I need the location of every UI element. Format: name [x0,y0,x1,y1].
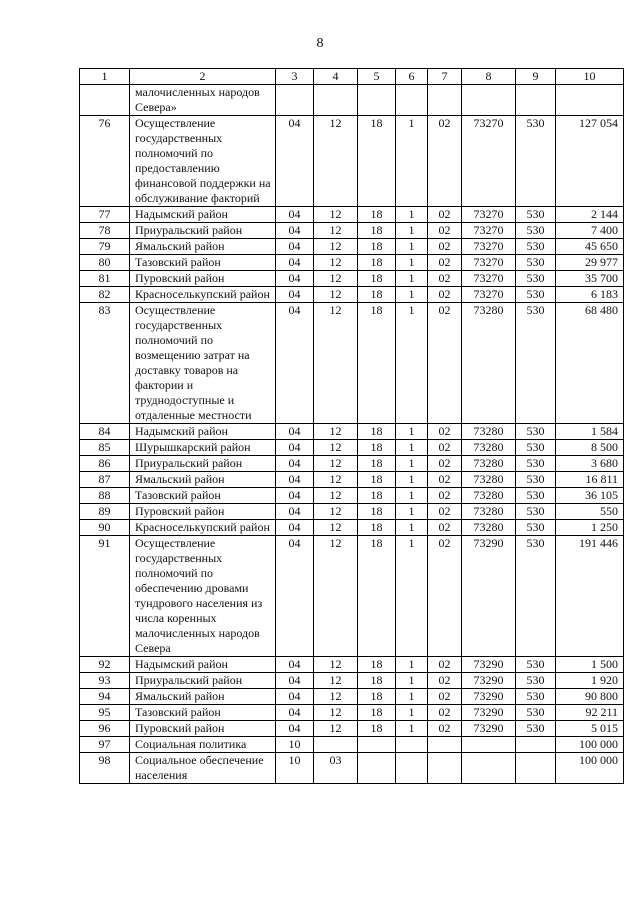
cell-amount: 35 700 [556,271,624,287]
cell-c7: 02 [428,255,462,271]
cell-c9: 530 [516,705,556,721]
cell-c6: 1 [396,255,428,271]
cell-c8: 73280 [462,456,516,472]
row-name: Шурышкарский район [130,440,276,456]
table-row [80,223,624,239]
row-name: Социальная политика [130,737,276,753]
cell-c8: 73270 [462,255,516,271]
cell-amount: 92 211 [556,705,624,721]
cell-c5: 18 [358,657,396,673]
column-header: 6 [396,69,428,85]
column-header: 7 [428,69,462,85]
cell-amount [556,85,624,116]
cell-c7 [428,753,462,784]
cell-c7: 02 [428,721,462,737]
cell-amount: 45 650 [556,239,624,255]
column-header: 9 [516,69,556,85]
cell-c4: 12 [314,239,358,255]
cell-c3: 04 [276,536,314,657]
cell-c9: 530 [516,255,556,271]
cell-c4: 12 [314,456,358,472]
table-row [80,689,624,705]
row-name: Красноселькупский район [130,287,276,303]
cell-c7: 02 [428,424,462,440]
column-header: 5 [358,69,396,85]
row-number: 89 [80,504,130,520]
cell-c5 [358,737,396,753]
cell-c3: 10 [276,737,314,753]
cell-c9 [516,737,556,753]
cell-c5: 18 [358,705,396,721]
cell-c9 [516,85,556,116]
cell-c7: 02 [428,116,462,207]
cell-c7: 02 [428,536,462,657]
cell-c8 [462,737,516,753]
row-number: 84 [80,424,130,440]
cell-c9: 530 [516,657,556,673]
cell-c7 [428,737,462,753]
column-header: 2 [130,69,276,85]
cell-c8: 73270 [462,239,516,255]
row-name: Надымский район [130,657,276,673]
cell-c3: 04 [276,520,314,536]
cell-c6: 1 [396,721,428,737]
cell-c4: 12 [314,536,358,657]
cell-c6: 1 [396,705,428,721]
cell-c6: 1 [396,303,428,424]
cell-amount: 3 680 [556,456,624,472]
cell-c4: 12 [314,303,358,424]
cell-c9: 530 [516,520,556,536]
table-row [80,721,624,737]
table-row [80,116,624,207]
cell-c6: 1 [396,472,428,488]
row-number: 90 [80,520,130,536]
cell-c8: 73290 [462,689,516,705]
row-name: Надымский район [130,207,276,223]
table-row [80,504,624,520]
row-number: 91 [80,536,130,657]
cell-c5: 18 [358,207,396,223]
cell-amount: 1 250 [556,520,624,536]
table-row [80,705,624,721]
table-row [80,472,624,488]
table-row [80,239,624,255]
cell-c6: 1 [396,116,428,207]
cell-c8: 73270 [462,116,516,207]
row-number: 95 [80,705,130,721]
cell-amount: 550 [556,504,624,520]
cell-c5: 18 [358,689,396,705]
row-number: 94 [80,689,130,705]
cell-c9: 530 [516,472,556,488]
table-row [80,85,624,116]
cell-c7: 02 [428,673,462,689]
cell-c5: 18 [358,456,396,472]
row-number: 86 [80,456,130,472]
cell-c6: 1 [396,488,428,504]
cell-amount: 29 977 [556,255,624,271]
cell-c3: 04 [276,705,314,721]
cell-c4: 12 [314,504,358,520]
row-name: Ямальский район [130,239,276,255]
cell-c3: 04 [276,207,314,223]
cell-c9: 530 [516,303,556,424]
table-row [80,488,624,504]
cell-c3: 04 [276,504,314,520]
cell-c6: 1 [396,271,428,287]
row-number: 77 [80,207,130,223]
cell-c6: 1 [396,287,428,303]
cell-c7: 02 [428,657,462,673]
cell-c4: 12 [314,673,358,689]
cell-c3 [276,85,314,116]
cell-c5: 18 [358,223,396,239]
table-row [80,737,624,753]
cell-c6 [396,737,428,753]
cell-c7: 02 [428,520,462,536]
column-header: 4 [314,69,358,85]
row-name: Ямальский район [130,689,276,705]
cell-c5: 18 [358,472,396,488]
table-row [80,255,624,271]
row-number: 98 [80,753,130,784]
cell-amount: 1 500 [556,657,624,673]
budget-table [79,68,624,784]
cell-c8 [462,85,516,116]
cell-c5: 18 [358,673,396,689]
cell-c7: 02 [428,456,462,472]
row-name: Пуровский район [130,721,276,737]
row-number: 93 [80,673,130,689]
cell-c5: 18 [358,721,396,737]
cell-c3: 04 [276,303,314,424]
row-name: Приуральский район [130,456,276,472]
cell-amount: 5 015 [556,721,624,737]
cell-c9: 530 [516,504,556,520]
cell-c9: 530 [516,440,556,456]
cell-c7: 02 [428,223,462,239]
cell-c9: 530 [516,207,556,223]
cell-c4: 12 [314,657,358,673]
cell-c3: 04 [276,689,314,705]
cell-c8: 73270 [462,287,516,303]
row-name: Социальное обеспечение населения [130,753,276,784]
table-row [80,287,624,303]
cell-c3: 04 [276,424,314,440]
cell-c7 [428,85,462,116]
row-number: 96 [80,721,130,737]
cell-c8: 73290 [462,536,516,657]
cell-c3: 10 [276,753,314,784]
cell-c8: 73280 [462,303,516,424]
row-number: 76 [80,116,130,207]
table-row [80,673,624,689]
cell-amount: 1 920 [556,673,624,689]
row-number: 92 [80,657,130,673]
cell-c6: 1 [396,207,428,223]
table-row [80,440,624,456]
cell-c5: 18 [358,440,396,456]
cell-amount: 36 105 [556,488,624,504]
cell-c9: 530 [516,673,556,689]
cell-c6: 1 [396,657,428,673]
cell-c6 [396,85,428,116]
cell-amount: 100 000 [556,737,624,753]
row-number: 88 [80,488,130,504]
cell-c5: 18 [358,271,396,287]
cell-amount: 1 584 [556,424,624,440]
column-header: 1 [80,69,130,85]
cell-c9: 530 [516,456,556,472]
table-row [80,303,624,424]
row-name: Тазовский район [130,255,276,271]
cell-c3: 04 [276,673,314,689]
cell-c6: 1 [396,673,428,689]
cell-c5: 18 [358,488,396,504]
cell-c7: 02 [428,440,462,456]
table-row [80,657,624,673]
cell-c4: 12 [314,440,358,456]
cell-c4: 12 [314,255,358,271]
cell-c5: 18 [358,303,396,424]
cell-c9: 530 [516,689,556,705]
cell-c3: 04 [276,657,314,673]
cell-c4: 12 [314,488,358,504]
cell-c5 [358,85,396,116]
table-header-row [80,69,624,85]
cell-c7: 02 [428,488,462,504]
cell-c4: 12 [314,287,358,303]
row-number: 79 [80,239,130,255]
cell-amount: 68 480 [556,303,624,424]
cell-c8: 73280 [462,520,516,536]
cell-c8: 73280 [462,472,516,488]
cell-c6: 1 [396,440,428,456]
cell-c8: 73280 [462,424,516,440]
column-header: 10 [556,69,624,85]
cell-c9: 530 [516,271,556,287]
row-name: Красноселькупский район [130,520,276,536]
cell-c7: 02 [428,271,462,287]
cell-c8: 73290 [462,721,516,737]
cell-c7: 02 [428,705,462,721]
cell-c6 [396,753,428,784]
cell-c7: 02 [428,504,462,520]
cell-c9: 530 [516,223,556,239]
cell-c5: 18 [358,239,396,255]
cell-c9: 530 [516,721,556,737]
cell-c8: 73270 [462,271,516,287]
cell-c5: 18 [358,520,396,536]
cell-c3: 04 [276,239,314,255]
cell-c8: 73280 [462,504,516,520]
row-name: Тазовский район [130,705,276,721]
cell-c6: 1 [396,520,428,536]
row-number: 81 [80,271,130,287]
cell-c5: 18 [358,504,396,520]
cell-amount: 191 446 [556,536,624,657]
cell-amount: 16 811 [556,472,624,488]
cell-c4: 12 [314,424,358,440]
cell-c6: 1 [396,424,428,440]
cell-c4: 12 [314,689,358,705]
cell-amount: 90 800 [556,689,624,705]
table-row [80,536,624,657]
cell-c7: 02 [428,689,462,705]
cell-c6: 1 [396,223,428,239]
cell-c6: 1 [396,536,428,657]
row-number: 82 [80,287,130,303]
cell-c4: 12 [314,705,358,721]
row-name: Приуральский район [130,673,276,689]
table-row [80,424,624,440]
cell-amount: 127 054 [556,116,624,207]
cell-c4 [314,85,358,116]
row-name: малочисленных народов Севера» [130,85,276,116]
row-name: Осуществление государственных полномочий по предоставлению финансовой поддержки на обслуживание факторий [130,116,276,207]
cell-c8: 73290 [462,673,516,689]
row-name: Пуровский район [130,271,276,287]
cell-c5: 18 [358,116,396,207]
cell-c4: 03 [314,753,358,784]
row-number: 85 [80,440,130,456]
table-row [80,520,624,536]
row-name: Тазовский район [130,488,276,504]
cell-c9: 530 [516,488,556,504]
column-header: 3 [276,69,314,85]
cell-c3: 04 [276,456,314,472]
cell-c6: 1 [396,239,428,255]
cell-c4: 12 [314,472,358,488]
cell-c3: 04 [276,721,314,737]
cell-c7: 02 [428,303,462,424]
cell-c3: 04 [276,472,314,488]
cell-c9 [516,753,556,784]
row-number: 78 [80,223,130,239]
row-name: Осуществление государственных полномочий по возмещению затрат на доставку товаров на фактории и труднодоступные и отдаленные местности [130,303,276,424]
cell-c8: 73290 [462,705,516,721]
cell-c4: 12 [314,721,358,737]
cell-c8: 73270 [462,207,516,223]
column-header: 8 [462,69,516,85]
cell-c3: 04 [276,488,314,504]
row-number [80,85,130,116]
cell-c4: 12 [314,271,358,287]
table-row [80,456,624,472]
cell-c5 [358,753,396,784]
table-row [80,271,624,287]
cell-c6: 1 [396,689,428,705]
cell-c3: 04 [276,116,314,207]
cell-c5: 18 [358,424,396,440]
page-number: 8 [316,36,324,51]
cell-c4: 12 [314,520,358,536]
cell-c4 [314,737,358,753]
cell-c3: 04 [276,223,314,239]
cell-c7: 02 [428,287,462,303]
cell-c3: 04 [276,287,314,303]
cell-c3: 04 [276,271,314,287]
cell-c8: 73290 [462,657,516,673]
cell-amount: 2 144 [556,207,624,223]
cell-c9: 530 [516,239,556,255]
cell-amount: 6 183 [556,287,624,303]
cell-c3: 04 [276,440,314,456]
cell-c7: 02 [428,207,462,223]
row-number: 97 [80,737,130,753]
cell-c4: 12 [314,223,358,239]
cell-c8: 73280 [462,440,516,456]
cell-c9: 530 [516,424,556,440]
cell-amount: 8 500 [556,440,624,456]
row-name: Приуральский район [130,223,276,239]
row-name: Надымский район [130,424,276,440]
cell-c9: 530 [516,116,556,207]
cell-c5: 18 [358,255,396,271]
cell-c3: 04 [276,255,314,271]
cell-c5: 18 [358,287,396,303]
cell-c6: 1 [396,504,428,520]
row-number: 80 [80,255,130,271]
cell-c5: 18 [358,536,396,657]
cell-c8 [462,753,516,784]
cell-amount: 100 000 [556,753,624,784]
cell-c9: 530 [516,536,556,657]
row-name: Пуровский район [130,504,276,520]
cell-c6: 1 [396,456,428,472]
cell-c4: 12 [314,207,358,223]
row-number: 83 [80,303,130,424]
row-name: Ямальский район [130,472,276,488]
cell-c8: 73270 [462,223,516,239]
cell-amount: 7 400 [556,223,624,239]
cell-c7: 02 [428,239,462,255]
cell-c4: 12 [314,116,358,207]
table-row [80,753,624,784]
row-name: Осуществление государственных полномочий по обеспечению дровами тундрового населения из числа коренных малочисленных народов Севера [130,536,276,657]
cell-c7: 02 [428,472,462,488]
cell-c9: 530 [516,287,556,303]
cell-c8: 73280 [462,488,516,504]
table-row [80,207,624,223]
row-number: 87 [80,472,130,488]
